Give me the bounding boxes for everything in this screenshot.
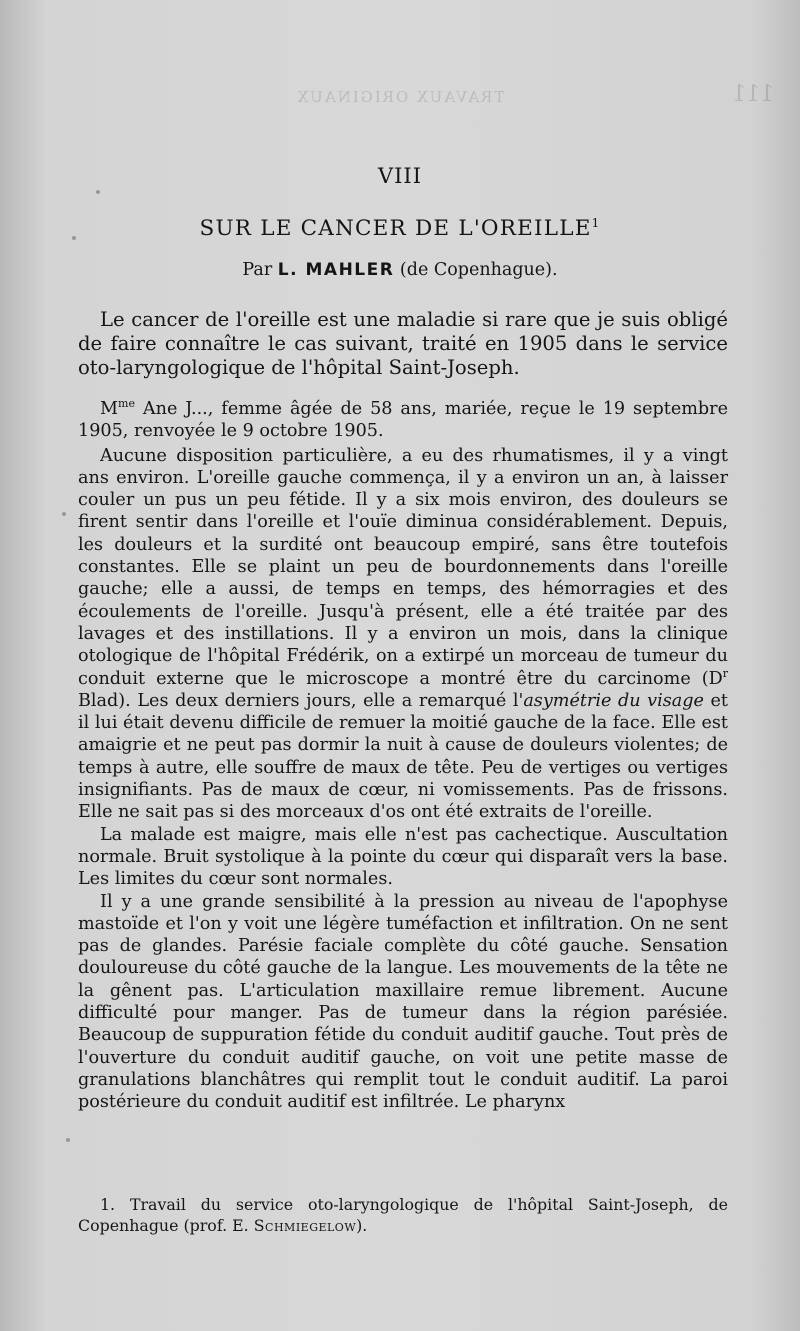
doctor-superscript: r [722, 666, 728, 680]
patient-title: M [100, 399, 119, 419]
history-text-3: et il lui était devenu difficile de remuer la moitié gauche de la face. Elle est amaigrie et ne peut pas dormir la nuit à cause de douleurs violentes; de temps à autre, elle souffre de maux de tête. Peu de vertiges ou vertiges insignifiants. Pas de maux de cœur, ni vomissements. Pas de frissons. Elle ne sait pas si des morceaux d'os ont été extraits de l'oreille. [78, 690, 728, 823]
byline [0, 260, 800, 280]
history-paragraph [78, 445, 728, 824]
article-title-text: SUR LE CANCER DE L'OREILLE [199, 216, 592, 242]
byline-prefix: Par [242, 260, 273, 280]
article-title [0, 216, 800, 241]
chapter-number: VIII [377, 164, 423, 188]
print-speck [66, 1138, 70, 1142]
history-italic-phrase: asymétrie du visage [523, 690, 704, 711]
intro-paragraph: Le cancer de l'oreille est une maladie si rare que je suis obligé de faire connaître le cas suivant, traité en 1905 dans le service oto-laryngologique de l'hôpital Saint-Joseph. [78, 308, 728, 379]
show-through-running-head: TRAVAUX ORIGINAUX [295, 88, 505, 106]
case-header-text: Ane J..., femme âgée de 58 ans, mariée, reçue le 19 septembre 1905, renvoyée le 9 octobre 1905. [78, 399, 728, 442]
footnote-text: Travail du service oto-laryngologique de l'hôpital Saint-Joseph, de Copenhague (prof. E. [78, 1195, 728, 1235]
footnote [78, 1194, 728, 1236]
author-affiliation: (de Copenhague). [399, 260, 558, 280]
case-header-paragraph [78, 398, 728, 443]
author-name: L. MAHLER [277, 260, 395, 280]
print-speck [62, 512, 66, 516]
patient-title-superscript: me [118, 397, 135, 411]
print-speck [72, 236, 76, 240]
footnote-end: ). [356, 1216, 368, 1235]
footnote-professor-name: Schmiegelow [253, 1216, 357, 1235]
footnote-paragraph [78, 1194, 728, 1236]
local-findings-paragraph: Il y a une grande sensibilité à la pression au niveau de l'apophyse mastoïde et l'on y voit une légère tuméfaction et infiltration. On ne sent pas de glandes. Parésie faciale complète du côté gauche. Sensation douloureuse du côté gauche de la langue. Les mouvements de la tête ne la gênent pas. L'articulation maxillaire remue librement. Aucune difficulté pour manger. Pas de tumeur dans la région parésiée. Beaucoup de suppuration fétide du conduit auditif gauche. Tout près de l'ouverture du conduit auditif gauche, on voit une petite masse de granulations blanchâtres qui remplit tout le conduit auditif. La paroi postérieure du conduit auditif est infiltrée. Le pharynx [78, 891, 728, 1113]
show-through-page-number: 111 [732, 82, 774, 107]
history-text-1: Aucune disposition particulière, a eu des rhumatismes, il y a vingt ans environ. L'oreille gauche commença, il y a environ un an, à laisser couler un pus un peu fétide. Il y a six mois environ, des douleurs se firent sentir dans l'oreille et l'ouïe diminua considérablement. Depuis, les douleurs et la surdité ont beaucoup empiré, sans être toutefois constantes. Elle se plaint un peu de bourdonnements dans l'oreille gauche; elle a aussi, de temps en temps, des hémorragies et des écoulements de l'oreille. Jusqu'à présent, elle a été traitée par des lavages et des instillations. Il y a environ un mois, dans la clinique otologique de l'hôpital Frédérik, on a extirpé un morceau de tumeur du conduit externe que le microscope a montré être du carcinome (D [78, 445, 728, 689]
footnote-number: 1. [100, 1195, 116, 1214]
exam-paragraph: La malade est maigre, mais elle n'est pas cachectique. Auscultation normale. Bruit systolique à la pointe du cœur qui disparaît vers la base. Les limites du cœur sont normales. [78, 824, 728, 890]
article-body [78, 308, 728, 1114]
print-speck [96, 190, 100, 194]
history-text-2: Blad). Les deux derniers jours, elle a remarqué l' [78, 690, 524, 711]
footnote-reference-mark[interactable]: 1 [591, 216, 601, 230]
